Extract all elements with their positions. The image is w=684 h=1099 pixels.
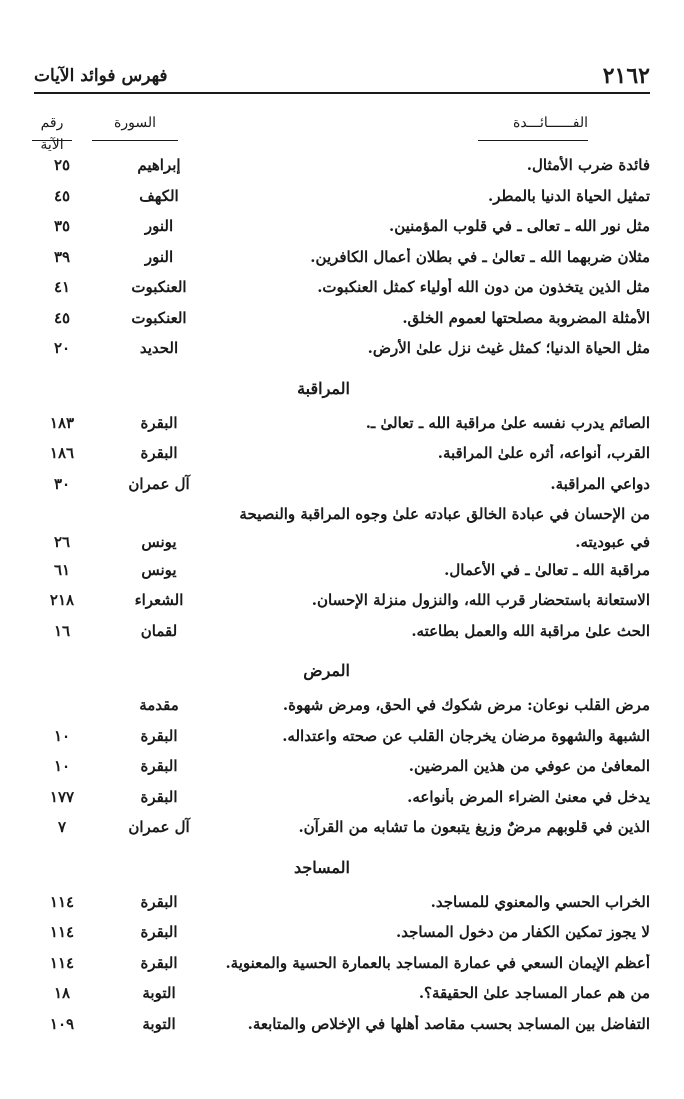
index-row [30, 333, 650, 364]
column-header-benefit: الفــــــائـــدة [478, 112, 588, 141]
ayah-number: ١٠ [53, 726, 71, 745]
ayah-number: ١١٤ [49, 923, 75, 942]
surah-name: النور [144, 247, 174, 266]
surah-name: العنكبوت [131, 308, 187, 327]
benefit-text: تمثيل الحياة الدنيا بالمطر. [488, 186, 650, 205]
surah-name: البقرة [140, 726, 178, 745]
benefit-text: مثلان ضربهما الله ـ تعالىٰ ـ في بطلان أعمال الكافرين. [310, 247, 650, 266]
ayah-number: ٣٠ [53, 474, 71, 493]
benefit-text: دواعي المراقبة. [550, 474, 650, 493]
benefit-text: الشبهة والشهوة مرضان يخرجان القلب عن صحته واعتداله. [282, 726, 650, 745]
index-entries [30, 150, 650, 1039]
surah-name: العنكبوت [131, 278, 187, 297]
book-title: فهرس فوائد الآيات [34, 66, 168, 86]
ayah-number: ١٦ [53, 621, 71, 640]
ayah-number: ٤٥ [53, 308, 71, 327]
running-head [34, 60, 650, 94]
index-row [30, 150, 650, 181]
benefit-text: مرض القلب نوعان: مرض شكوك في الحق، ومرض شهوة. [282, 696, 650, 715]
ayah-number: ١٨٣ [49, 413, 75, 432]
ayah-number: ١٠٩ [49, 1014, 75, 1033]
benefit-text: من هم عمار المساجد علىٰ الحقيقة؟. [418, 984, 650, 1003]
section-heading: المرض [303, 661, 350, 680]
index-row [30, 408, 650, 439]
index-row [30, 751, 650, 782]
surah-name: الحديد [139, 339, 179, 358]
ayah-number: ١١٤ [49, 892, 75, 911]
surah-name: البقرة [140, 953, 178, 972]
benefit-text: فائدة ضرب الأمثال. [526, 156, 650, 175]
benefit-text: في عبوديته. [575, 533, 650, 551]
benefit-text: مثل الذين يتخذون من دون الله أولياء كمثل العنكبوت. [317, 278, 650, 297]
surah-name: النور [144, 217, 174, 236]
section-heading: المساجد [293, 857, 350, 877]
ayah-number: ٤٥ [53, 186, 71, 205]
surah-name: البقرة [140, 757, 178, 776]
index-row [30, 948, 650, 979]
benefit-text: يدخل في معنىٰ الضراء المرض بأنواعه. [407, 787, 650, 806]
index-row [30, 303, 650, 334]
ayah-number: ١٠ [53, 757, 71, 776]
surah-name: مقدمة [139, 696, 179, 715]
surah-name: البقرة [140, 892, 178, 911]
surah-name: آل عمران [128, 818, 190, 837]
surah-name: آل عمران [128, 474, 190, 493]
index-row [30, 211, 650, 242]
surah-name: الشعراء [134, 591, 184, 610]
benefit-text: من الإحسان في عبادة الخالق عبادته علىٰ وجوه المراقبة والنصيحة [239, 505, 650, 524]
benefit-text: أعظم الإيمان السعي في عمارة المساجد بالعمارة الحسية والمعنوية. [225, 953, 650, 972]
benefit-text: الحث علىٰ مراقبة الله والعمل بطاعته. [411, 621, 650, 640]
ayah-number: ٢٦ [53, 533, 71, 551]
index-row [30, 555, 650, 586]
index-row [30, 721, 650, 752]
benefit-text: المعافىٰ من عوفي من هذين المرضين. [408, 757, 650, 776]
benefit-text: الخراب الحسي والمعنوي للمساجد. [430, 892, 650, 911]
ayah-number: ٦١ [53, 560, 71, 579]
benefit-text: الاستعانة باستحضار قرب الله، والنزول منزلة الإحسان. [311, 591, 650, 610]
index-row [30, 690, 650, 721]
ayah-number: ٢٠ [53, 339, 71, 358]
index-row [30, 616, 650, 647]
index-row [30, 181, 650, 212]
index-row [30, 585, 650, 616]
surah-name: البقرة [140, 923, 178, 942]
index-row [30, 917, 650, 948]
surah-name: إبراهيم [137, 156, 181, 175]
benefit-text: مراقبة الله ـ تعالىٰ ـ في الأعمال. [444, 560, 650, 579]
benefit-text: الذين في قلوبهم مرضٌ وزيغ يتبعون ما تشابه من القرآن. [298, 818, 650, 837]
index-row [30, 1009, 650, 1040]
benefit-text: الصائم يدرب نفسه علىٰ مراقبة الله ـ تعالىٰ ـ. [365, 413, 650, 432]
ayah-number: ١٨٦ [49, 444, 75, 463]
surah-name: الكهف [139, 186, 179, 205]
ayah-number: ٢٥ [53, 156, 71, 175]
column-header-ayah: رقم الآية [32, 112, 72, 141]
surah-name: يونس [141, 560, 177, 579]
ayah-number: ١١٤ [49, 953, 75, 972]
benefit-text: التفاضل بين المساجد بحسب مقاصد أهلها في الإخلاص والمتابعة. [247, 1014, 650, 1033]
ayah-number: ٧ [57, 818, 67, 837]
benefit-text: مثل نور الله ـ تعالى ـ في قلوب المؤمنين. [388, 217, 650, 236]
index-row [30, 782, 650, 813]
benefit-text: لا يجوز تمكين الكفار من دخول المساجد. [395, 923, 650, 942]
benefit-text: مثل الحياة الدنيا؛ كمثل غيث نزل علىٰ الأرض. [367, 339, 650, 358]
benefit-text: الأمثلة المضروبة مصلحتها لعموم الخلق. [402, 308, 650, 327]
surah-name: البقرة [140, 444, 178, 463]
ayah-number: ٢١٨ [49, 591, 75, 610]
page-number: ٢١٦٢ [602, 63, 650, 89]
surah-name: يونس [141, 533, 177, 551]
index-row [30, 242, 650, 273]
index-row [30, 272, 650, 303]
index-row [30, 499, 650, 530]
section-heading: المراقبة [297, 378, 350, 398]
surah-name: البقرة [140, 787, 178, 806]
ayah-number: ٤١ [53, 278, 71, 297]
index-row [30, 812, 650, 843]
index-row [30, 438, 650, 469]
ayah-number: ٣٥ [53, 217, 71, 236]
ayah-number: ٣٩ [53, 247, 71, 266]
surah-name: التوبة [142, 984, 176, 1003]
index-row [30, 978, 650, 1009]
ayah-number: ١٨ [53, 984, 71, 1003]
surah-name: التوبة [142, 1014, 176, 1033]
surah-name: البقرة [140, 413, 178, 432]
column-header-surah: السورة [92, 112, 178, 141]
surah-name: لقمان [140, 621, 178, 640]
index-row [30, 530, 650, 555]
index-row [30, 887, 650, 918]
ayah-number: ١٧٧ [49, 787, 75, 806]
index-row [30, 469, 650, 500]
benefit-text: القرب، أنواعه، أثره علىٰ المراقبة. [437, 444, 650, 463]
